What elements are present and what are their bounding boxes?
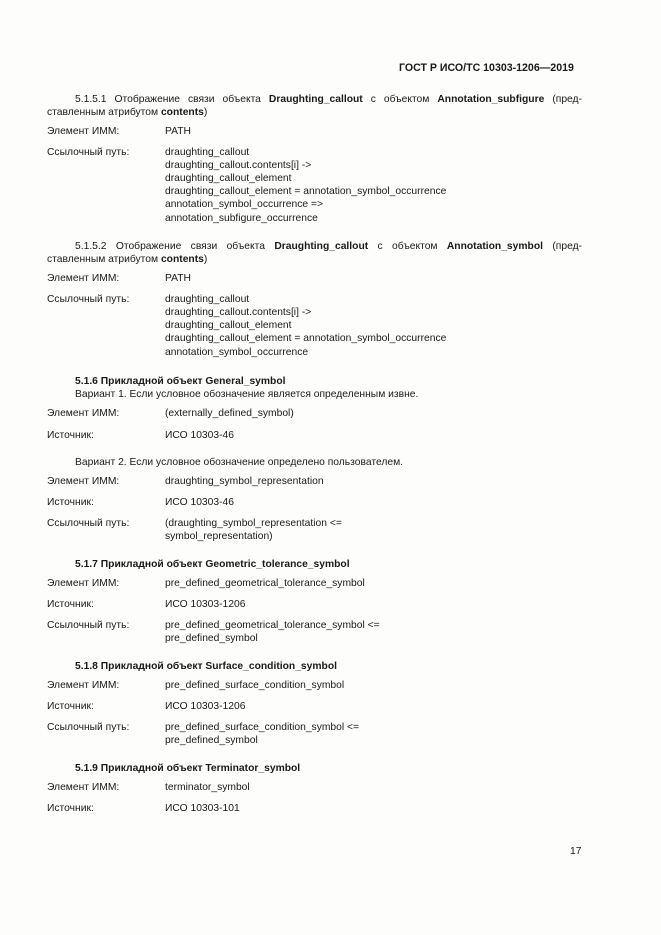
path-line: draughting_callout	[165, 147, 250, 158]
reference-path-label: Ссылочный путь:	[47, 620, 130, 631]
para-text: )	[203, 107, 208, 119]
element-label: Элемент ИММ:	[47, 273, 120, 284]
path-line: pre_defined_symbol	[165, 633, 258, 644]
para-text: (пред-ставленным атрибутом	[47, 94, 582, 119]
para-text: с объектом	[362, 94, 438, 105]
para-text: 5.1.5.2 Отображение связи объекта	[75, 241, 275, 252]
reference-path-label: Ссылочный путь:	[47, 294, 130, 305]
path-line: draughting_callout_element	[165, 173, 292, 184]
variant-text: Вариант 2. Если условное обозначение определено пользователем.	[75, 457, 404, 468]
path-line: annotation_symbol_occurrence	[165, 347, 309, 358]
entity-name: Draughting_callout	[274, 241, 369, 252]
source-label: Источник:	[47, 430, 94, 441]
source-value: ИСО 10303-46	[165, 497, 234, 508]
entity-name: Annotation_subfigure	[437, 94, 545, 105]
reference-path-label: Ссылочный путь:	[47, 518, 130, 529]
element-label: Элемент ИММ:	[47, 578, 120, 589]
element-value: pre_defined_surface_condition_symbol	[165, 680, 345, 691]
source-value: ИСО 10303-1206	[165, 701, 246, 712]
document-header: ГОСТ Р ИСО/ТС 10303-1206—2019	[399, 62, 574, 74]
path-line: pre_defined_geometrical_tolerance_symbol <=	[165, 620, 380, 631]
element-value: terminator_symbol	[165, 782, 250, 793]
section-5-1-5-1-paragraph	[47, 93, 582, 120]
page-number: 17	[570, 846, 582, 857]
path-line: annotation_subfigure_occurrence	[165, 213, 318, 224]
path-line: draughting_callout.contents[i] ->	[165, 160, 312, 171]
path-line: draughting_callout	[165, 294, 250, 305]
para-text: (пред-ставленным атрибутом	[47, 241, 583, 266]
path-line: draughting_callout_element = annotation_symbol_occurrence	[165, 186, 447, 197]
source-label: Источник:	[47, 701, 94, 712]
section-heading: 5.1.9 Прикладной объект Terminator_symbol	[75, 763, 301, 774]
source-label: Источник:	[47, 599, 94, 610]
para-text: 5.1.5.1 Отображение связи объекта	[75, 94, 269, 105]
source-label: Источник:	[47, 803, 94, 814]
path-line: pre_defined_symbol	[165, 735, 258, 746]
para-text: )	[203, 254, 208, 266]
element-label: Элемент ИММ:	[47, 782, 120, 793]
element-value: PATH	[165, 126, 191, 137]
path-line: draughting_callout.contents[i] ->	[165, 307, 312, 318]
source-label: Источник:	[47, 497, 94, 508]
source-value: ИСО 10303-1206	[165, 599, 246, 610]
section-heading: 5.1.8 Прикладной объект Surface_condition_symbol	[75, 661, 337, 672]
section-heading: 5.1.6 Прикладной объект General_symbol	[75, 376, 286, 387]
path-line: annotation_symbol_occurrence =>	[165, 199, 323, 210]
element-value: draughting_symbol_representation	[165, 476, 324, 487]
entity-name: Annotation_symbol	[446, 241, 543, 252]
source-value: ИСО 10303-101	[165, 803, 240, 814]
variant-text: Вариант 1. Если условное обозначение является определенным извне.	[75, 389, 419, 400]
entity-name: Draughting_callout	[268, 94, 363, 105]
element-label: Элемент ИММ:	[47, 126, 120, 137]
element-value: (externally_defined_symbol)	[165, 408, 294, 419]
section-5-1-5-2-paragraph	[47, 240, 582, 267]
element-label: Элемент ИММ:	[47, 476, 120, 487]
reference-path-label: Ссылочный путь:	[47, 722, 130, 733]
path-line: draughting_callout_element = annotation_symbol_occurrence	[165, 333, 447, 344]
element-value: pre_defined_geometrical_tolerance_symbol	[165, 578, 365, 589]
section-heading: 5.1.7 Прикладной объект Geometric_tolerance_symbol	[75, 559, 350, 570]
para-text: с объектом	[368, 241, 447, 252]
path-line: draughting_callout_element	[165, 320, 292, 331]
element-label: Элемент ИММ:	[47, 408, 120, 419]
path-line: symbol_representation)	[165, 531, 273, 542]
path-line: (draughting_symbol_representation <=	[165, 518, 342, 529]
source-value: ИСО 10303-46	[165, 430, 234, 441]
reference-path-label: Ссылочный путь:	[47, 147, 130, 158]
attribute-name: contents	[160, 254, 204, 266]
element-value: PATH	[165, 273, 191, 284]
element-label: Элемент ИММ:	[47, 680, 120, 691]
path-line: pre_defined_surface_condition_symbol <=	[165, 722, 360, 733]
attribute-name: contents	[160, 107, 204, 119]
